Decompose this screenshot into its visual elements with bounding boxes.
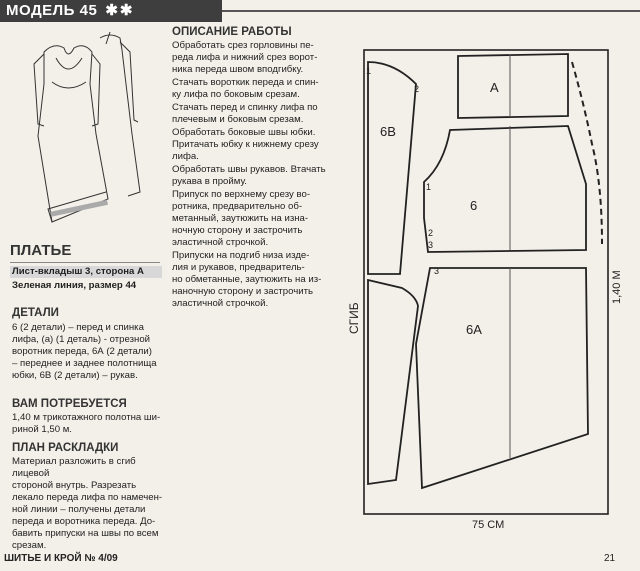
layout-plan-text — [12, 456, 164, 552]
piece-6a-outline — [416, 268, 588, 488]
piece-6v-lower-outline — [368, 280, 418, 484]
pattern-layout-diagram — [340, 44, 635, 534]
work-line: Обработать боковые швы юбки. — [172, 127, 316, 138]
work-line: Припуски на подгиб низа изде- — [172, 250, 310, 261]
plan-line: ной линии – получены детали — [12, 504, 146, 515]
work-line: лия и рукавов, предваритель- — [172, 262, 305, 273]
layout-plan-title: ПЛАН РАСКЛАДКИ — [12, 442, 119, 454]
mark-1: 1 — [366, 66, 372, 76]
piece-6v-label: 6В — [380, 124, 396, 139]
plan-line: лекало переда лифа по намечен- — [12, 492, 163, 503]
details-line: юбки, 6В (2 детали) – рукав. — [12, 370, 138, 381]
work-line: но обметанные, заутюжить на из- — [172, 274, 322, 285]
work-title: ОПИСАНИЕ РАБОТЫ — [172, 26, 292, 38]
height-label: 1,40 М — [611, 270, 623, 304]
header-rule — [222, 10, 640, 12]
work-line: Обработать швы рукавов. Втачать — [172, 164, 326, 175]
needs-line: 1,40 м трикотажного полотна ши- — [12, 412, 161, 423]
work-line: Стачать перед и спинку лифа по — [172, 102, 318, 113]
fold-label: СГИБ — [347, 302, 361, 334]
work-line: лифа. — [172, 151, 199, 162]
work-line: Стачать вороткик переда и спин- — [172, 77, 319, 88]
work-line: ника переда швом вподгибку. — [172, 64, 304, 75]
work-description — [172, 26, 337, 311]
title-rule — [10, 262, 160, 263]
details-text — [12, 322, 164, 382]
work-line: плечевым и боковым срезам. — [172, 114, 304, 125]
model-title: МОДЕЛЬ 45 — [6, 2, 98, 19]
work-line: рукава в пройму. — [172, 176, 247, 187]
work-line: ку лифа по боковым срезам. — [172, 89, 300, 100]
piece-a-label: А — [490, 80, 499, 95]
mark-3b: 3 — [434, 266, 440, 276]
needs-text — [12, 412, 164, 436]
line-ref: Зеленая линия, размер 44 — [12, 280, 137, 291]
mark-2b: 2 — [428, 228, 434, 238]
piece-6-outline — [424, 126, 586, 252]
plan-line: стороной внутрь. Разрезать — [12, 480, 137, 491]
work-line: эластичной строчкой. — [172, 237, 269, 248]
details-line: – переднее и заднее полотнища — [12, 358, 157, 369]
details-line: лифа, (а) (1 деталь) - отрезной — [12, 334, 151, 345]
work-line: ротника, предварительно об- — [172, 201, 303, 212]
plan-line: срезам. — [12, 540, 47, 551]
garment-title: ПЛАТЬЕ — [10, 242, 72, 259]
sheet-ref: Лист-вкладыш 3, сторона А — [10, 266, 162, 278]
work-line: реда лифа и нижний срез ворот- — [172, 52, 318, 63]
work-line: эластичной строчкой. — [172, 298, 269, 309]
piece-6-label: 6 — [470, 198, 478, 213]
width-label: 75 СМ — [472, 519, 505, 531]
piece-6a-label: 6А — [466, 322, 482, 337]
work-line: Припуск по верхнему срезу во- — [172, 189, 311, 200]
plan-line: Материал разложить в сгиб лицевой — [12, 456, 136, 479]
details-line: воротник переда, 6А (2 детали) — [12, 346, 152, 357]
mark-2: 2 — [414, 84, 420, 94]
work-line: Притачать юбку к нижнему срезу — [172, 139, 319, 150]
work-line: ночную сторону и застрочить — [172, 225, 303, 236]
work-line: Обработать срез горловины пе- — [172, 40, 314, 51]
mark-3: 3 — [428, 240, 434, 250]
page-number: 21 — [604, 553, 616, 564]
needs-title: ВАМ ПОТРЕБУЕТСЯ — [12, 398, 127, 410]
mark-1b: 1 — [426, 182, 432, 192]
dress-sketch — [8, 24, 148, 229]
work-line: наночную сторону и застрочить — [172, 286, 314, 297]
plan-line: переда и воротника переда. До- — [12, 516, 156, 527]
magazine-footer: ШИТЬЕ И КРОЙ № 4/09 — [4, 553, 118, 564]
plan-line: бавить припуски на швы по всем — [12, 528, 159, 539]
needs-line: риной 1,50 м. — [12, 424, 72, 435]
model-header — [0, 0, 222, 22]
piece-a-outline — [458, 54, 568, 118]
work-line: метанный, заутюжить на изна- — [172, 213, 309, 224]
model-stars: ✱✱ — [105, 2, 135, 19]
details-title: ДЕТАЛИ — [12, 307, 59, 319]
piece-6v-outline — [368, 62, 416, 274]
details-line: 6 (2 детали) – перед и спинка — [12, 322, 144, 333]
